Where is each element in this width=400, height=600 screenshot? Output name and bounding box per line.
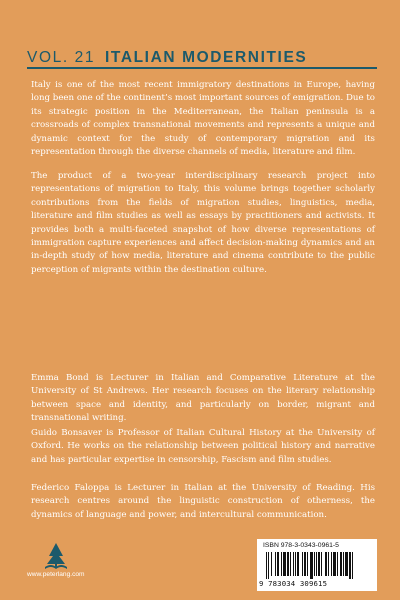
editor-bio-faloppa: Federico Faloppa is Lecturer in Italian at the University of Reading. His research centres around the linguistic construction of otherness, the dynamics of language and power, and intercultural communication. [31,483,375,520]
barcode-bar [340,552,342,576]
barcode-bar [331,552,332,576]
barcode-bar [337,552,338,576]
barcode-bar [352,552,353,579]
barcode-bar [307,552,308,576]
isbn-barcode [257,539,377,591]
barcode-bar [314,552,315,576]
heading-rule [27,67,377,69]
ean-digits: 9 783034 309615 [259,579,328,588]
series-heading [27,49,377,67]
barcode-bar [349,552,351,579]
barcode-bar [287,552,289,576]
barcode-bar [328,552,329,576]
barcode-bar [275,552,276,576]
barcode-bar [325,552,327,576]
barcode-bar [268,552,269,579]
barcode-bar [271,552,272,576]
barcode-bar [281,552,282,576]
editor-bio-bonsaver: Guido Bonsaver is Professor of Italian Cultural History at the University of Oxford. He works on the relationship between political history and narrative and has particular expertise in censorship, Fascism and film studies. [31,428,375,465]
barcode-bar [321,552,322,576]
barcode-bar [277,552,279,576]
barcode-bar [343,552,344,576]
volume-number: VOL. 21 [27,49,96,66]
barcode-bar [333,552,336,576]
barcode-bar [316,552,317,576]
barcode-bar [345,552,348,576]
barcode-bar [293,552,294,576]
blurb-project-paragraph: The product of a two-year interdisciplinary research project into representations of migration to Italy, this volume brings together scholarly contributions from the fields of migration studies, linguistics, media, literature and film studies as well as essays by practitioners and activists. It provides both a multi-faceted snapshot of how diverse representations of immigration capture experiences and affect decision-making dynamics and an in-depth study of how media, literature and cinema contribute to the public perception of migrants within the destination culture. [31,171,375,275]
blurb-intro-paragraph: Italy is one of the most recent immigratory destinations in Europe, having long been one of the continent’s most important sources of emigration. Due to its strategic position in the Mediterranean, the Italian peninsula is a crossroads of complex transnational movements and represents a unique and dynamic context for the study of contemporary migration and its representation through the diverse channels of media, literature and film. [31,80,375,158]
editor-bio-bond: Emma Bond is Lecturer in Italian and Comparative Literature at the University of St Andrews. Her research focuses on the literary relationship between space and identity, and particularly on border, migrant and transnational writing. [31,373,375,424]
barcode-bar [302,552,303,576]
series-title: ITALIAN MODERNITIES [105,49,308,66]
book-tree-logo-icon [41,540,71,570]
publisher-url: www.peterlang.com [27,571,85,578]
barcode-bar [290,552,291,576]
isbn-label: ISBN 978-3-0343-0961-5 [263,542,339,549]
barcode-bar [295,552,296,576]
barcode-bar [310,552,313,579]
publisher-logo [27,540,97,585]
barcode-bar [297,552,299,576]
barcode-bar [304,552,306,576]
barcode-bar [266,552,267,579]
barcode-bars [266,552,370,579]
barcode-bar [283,552,286,576]
barcode-bar [318,552,320,576]
